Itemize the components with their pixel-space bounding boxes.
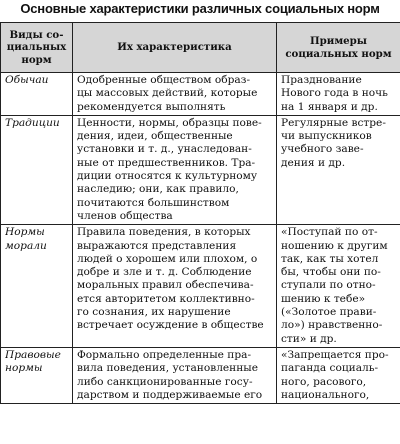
header-characteristics (73, 23, 277, 73)
text-line: дения, идеи, общественные (77, 130, 233, 143)
text-line: дарством и поддерживаемые его (77, 388, 263, 401)
text-line: учебного заве- (281, 143, 364, 156)
text-line: го сознания, их нарушение (77, 306, 231, 319)
description-cell (73, 73, 277, 116)
norm-name-cell (1, 73, 73, 116)
text-line: ступали по отно- (281, 279, 376, 292)
text-line: Одобренные обществом образ- (77, 74, 251, 86)
text-line: Ценности, нормы, образцы пове- (77, 116, 262, 129)
text-line: диции относятся к культурному (77, 170, 258, 183)
header-line: Их характеристика (117, 41, 232, 54)
header-norm-types (1, 23, 73, 73)
text-line: членов общества (77, 209, 173, 222)
norm-name: Правовые (5, 348, 61, 361)
text-line: либо санкционированные госу- (77, 375, 253, 388)
text-line: Празднование (281, 74, 362, 86)
text-line: ется авторитетом коллективно- (77, 292, 255, 305)
text-line: чи выпускников (281, 130, 372, 143)
page-title: Основные характеристики различных социальных норм (20, 1, 380, 16)
table-row (1, 73, 400, 116)
text-line: паганда социаль- (281, 362, 379, 375)
header-line: Примеры (310, 35, 367, 47)
text-line: («Золотое прави- (281, 306, 377, 319)
norm-name: Нормы (5, 226, 45, 239)
text-line: так, как ты хотел (281, 252, 379, 265)
description-cell (73, 225, 277, 348)
text-line: «Поступай по от- (281, 226, 378, 239)
text-line: ношению к другим (281, 239, 388, 252)
header-line: норм (21, 53, 52, 66)
text-line: ные от предшественников. Тра- (77, 156, 256, 169)
text-line: выражаются представления (77, 239, 237, 252)
text-line: почитаются большинством (77, 196, 230, 209)
text-line: моральных правил обеспечива- (77, 279, 254, 292)
norm-name: морали (5, 239, 47, 252)
example-cell (277, 347, 400, 403)
header-examples (277, 23, 400, 73)
text-line: национального, (281, 388, 370, 401)
header-line: циальных (6, 41, 67, 54)
norm-name: нормы (5, 362, 43, 375)
table-row (1, 225, 400, 348)
text-line: Формально определенные пра- (77, 348, 252, 361)
text-line: ло») нравственно- (281, 319, 383, 332)
description-cell (73, 347, 277, 403)
table-row (1, 115, 400, 224)
text-line: цы массовых действий, которые (77, 87, 258, 100)
text-line: рекомендуется выполнять (77, 100, 226, 113)
text-line: ного, расового, (281, 375, 367, 388)
norm-name: Традиции (5, 116, 60, 129)
header-line: социальных норм (285, 47, 392, 60)
norm-name-cell (1, 347, 73, 403)
norm-name-cell (1, 115, 73, 224)
description-cell (73, 115, 277, 224)
text-line: «Запрещается про- (281, 348, 389, 361)
header-line: Виды со- (9, 28, 64, 41)
table-header-row (1, 23, 400, 73)
social-norms-table (0, 22, 400, 404)
text-line: на 1 января и др. (281, 100, 378, 113)
text-line: сти» и др. (281, 332, 337, 345)
example-cell (277, 225, 400, 348)
text-line: установки и т. д., унаследован- (77, 143, 252, 156)
text-line: Регулярные встре- (281, 116, 386, 129)
example-cell (277, 73, 400, 116)
text-line: Нового года в ночь (281, 87, 388, 100)
text-line: наследию; они, как правило, (77, 183, 239, 196)
text-line: людей о хорошем или плохом, о (77, 252, 258, 265)
text-line: вила поведения, установленные (77, 362, 259, 375)
text-line: добре и зле и т. д. Соблюдение (77, 266, 252, 279)
example-cell (277, 115, 400, 224)
text-line: встречает осуждение в обществе (77, 319, 264, 332)
text-line: Правила поведения, в которых (77, 226, 251, 239)
text-line: дения и др. (281, 156, 346, 169)
table-row (1, 347, 400, 403)
text-line: шению к тебе» (281, 292, 366, 305)
norm-name-cell (1, 225, 73, 348)
text-line: бы, чтобы они по- (281, 266, 381, 279)
norm-name: Обычаи (5, 74, 49, 86)
